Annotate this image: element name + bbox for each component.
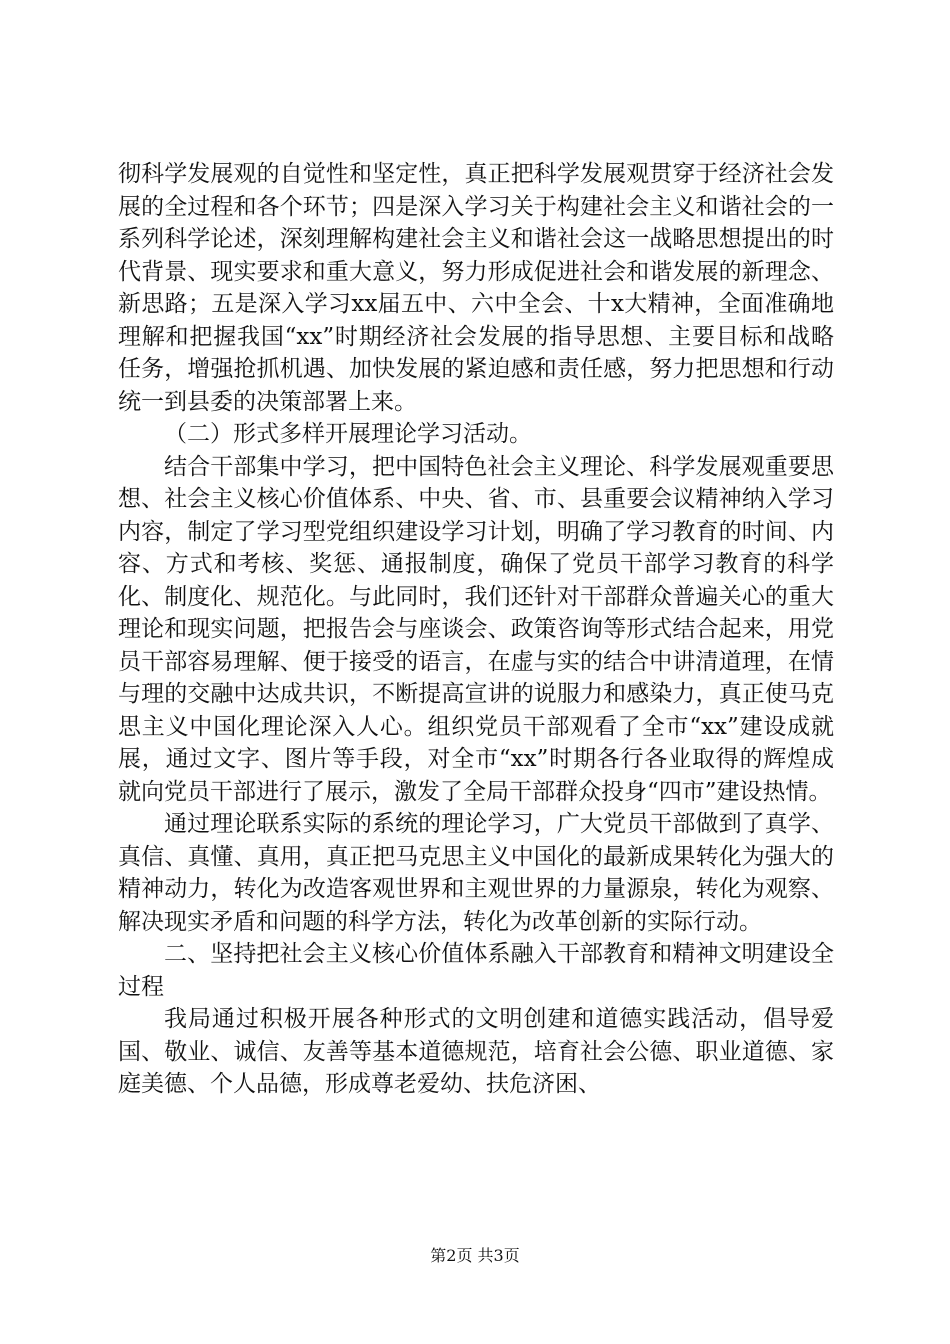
page-number-footer: 第2页 共3页 xyxy=(430,1246,520,1265)
paragraph-continuation: 彻科学发展观的自觉性和坚定性，真正把科学发展观贯穿于经济社会发展的全过程和各个环节；四是深入学习关于构建社会主义和谐社会的一系列科学论述，深刻理解构建社会主义和谐社会这一战略思想提出的时代背景、现实要求和重大意义，努力形成促进社会和谐发展的新理念、新思路；五是深入学习xx届五中、六中全会、十x大精神，全面准确地理解和把握我国“xx”时期经济社会发展的指导思想、主要目标和战略任务，增强抢抓机遇、加快发展的紧迫感和责任感，努力把思想和行动统一到县委的决策部署上来。 xyxy=(118,161,834,415)
paragraph-cadre-study: 结合干部集中学习，把中国特色社会主义理论、科学发展观重要思想、社会主义核心价值体系、中央、省、市、县重要会议精神纳入学习内容，制定了学习型党组织建设学习计划，明确了学习教育的时间、内容、方式和考核、奖惩、通报制度，确保了党员干部学习教育的科学化、制度化、规范化。与此同时，我们还针对干部群众普遍关心的重大理论和现实问题，把报告会与座谈会、政策咨询等形式结合起来，用党员干部容易理解、便于接受的语言，在虚与实的结合中讲清道理，在情与理的交融中达成共识，不断提高宣讲的说服力和感染力，真正使马克思主义中国化理论深入人心。组织党员干部观看了全市“xx”建设成就展，通过文字、图片等手段，对全市“xx”时期各行各业取得的辉煌成就向党员干部进行了展示，激发了全局干部群众投身“四市”建设热情。 xyxy=(118,453,834,805)
paragraph-theory-practice: 通过理论联系实际的系统的理论学习，广大党员干部做到了真学、真信、真懂、真用，真正把马克思主义中国化的最新成果转化为强大的精神动力，转化为改造客观世界和主观世界的力量源泉，转化为观察、解决现实矛盾和问题的科学方法，转化为改革创新的实际行动。 xyxy=(118,811,834,935)
section-heading-core-values: 二、坚持把社会主义核心价值体系融入干部教育和精神文明建设全过程 xyxy=(118,941,834,1000)
subheading-theory-activities: （二）形式多样开展理论学习活动。 xyxy=(164,421,532,447)
document-body xyxy=(118,158,834,1101)
paragraph-civilization-activities: 我局通过积极开展各种形式的文明创建和道德实践活动，倡导爱国、敬业、诚信、友善等基本道德规范，培育社会公德、职业道德、家庭美德、个人品德，形成尊老爱幼、扶危济困、 xyxy=(118,1006,834,1097)
